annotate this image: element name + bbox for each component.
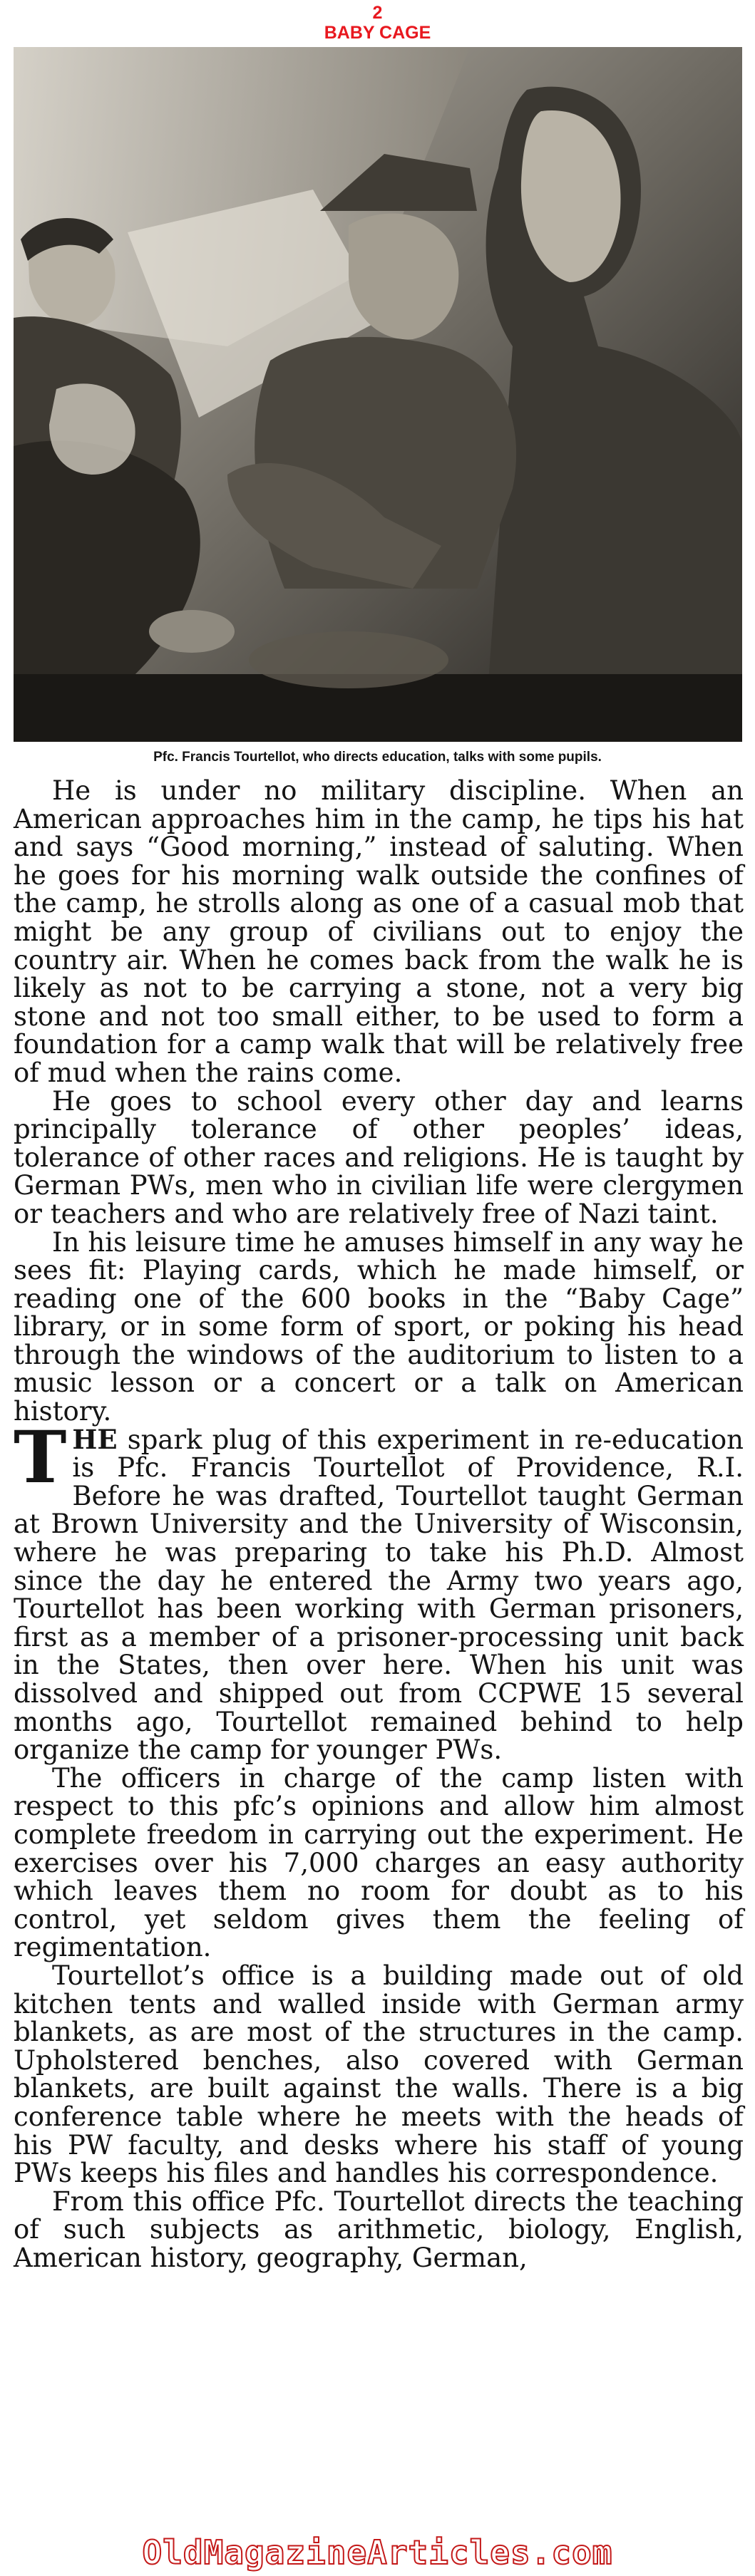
- article-photo: [14, 47, 742, 742]
- paragraph: In his leisure time he amuses himself in any way he sees fit: Playing cards, which he made himself, or reading one of the 600 books in the “Baby Cage” library, or in some form of sport, or poking his head through the windows of the auditorium to listen to a music lesson or a concert or a talk on American history.: [14, 1226, 744, 1427]
- paragraph: From this office Pfc. Tourtellot directs the teaching of such subjects as arithmetic, biology, English, American history, geography, German,: [14, 2186, 744, 2273]
- section-title: BABY CAGE: [324, 23, 431, 43]
- paragraph: The officers in charge of the camp listen with respect to this pfc’s opinions and allow him almost complete freedom in carrying out the experiment. He exercises over his 7,000 charges an easy authority which leaves them no room for doubt as to his control, yet seldom gives them the feeling of regimentation.: [14, 1762, 744, 1963]
- paragraph: He goes to school every other day and learns principally tolerance of other peoples’ ideas, tolerance of other races and religions. He is taught by German PWs, men who in civilian life were clergymen or teachers and who are relatively free of Nazi taint.: [14, 1085, 744, 1229]
- dropcap-smallcaps: HE: [72, 1423, 118, 1455]
- dropcap-paragraph: [14, 1414, 744, 1766]
- paragraph: Tourtellot’s office is a building made out of old kitchen tents and walled inside with German army blankets, as are most of the structures in the camp. Upholstered benches, also covered with German blankets, are built against the walls. There is a big conference table where he meets with the heads of his PW faculty, and desks where his staff of young PWs keeps his files and handles his correspondence.: [14, 1960, 744, 2189]
- dropcap-letter: T: [14, 1414, 67, 1499]
- article-body: [14, 777, 744, 2272]
- paragraph: He is under no military discipline. When an American approaches him in the camp, he tips his hat and says “Good morning,” instead of saluting. When he goes for his morning walk outside the confines of the camp, he strolls along as one of a casual mob that might be any group of civilians out to enjoy the country air. When he comes back from the walk he is likely as not to be carrying a stone, not a very big stone and not too small either, to be used to form a foundation for a camp walk that will be relatively free of mud when the rains come.: [14, 775, 744, 1088]
- page-number: 2: [372, 3, 383, 23]
- dropcap-rest: spark plug of this experiment in re-education is Pfc. Francis Tourtellot of Providence, R.I. Before he was drafted, Tourtellot taught German at Brown University and the University of Wisconsin, where he was preparing to take his Ph.D. Almost since the day he entered the Army two years ago, Tourtellot has been working with German prisoners, first as a member of a prisoner-processing unit back in the States, then over here. When his unit was dissolved and shipped out from CCPWE 15 several months ago, Tourtellot remained behind to help organize the camp for younger PWs.: [14, 1424, 744, 1766]
- page-header: [0, 3, 755, 43]
- site-watermark: OldMagazineArticles.com: [142, 2533, 613, 2572]
- photo-illustration: [14, 47, 742, 742]
- photo-caption: Pfc. Francis Tourtellot, who directs education, talks with some pupils.: [153, 750, 602, 765]
